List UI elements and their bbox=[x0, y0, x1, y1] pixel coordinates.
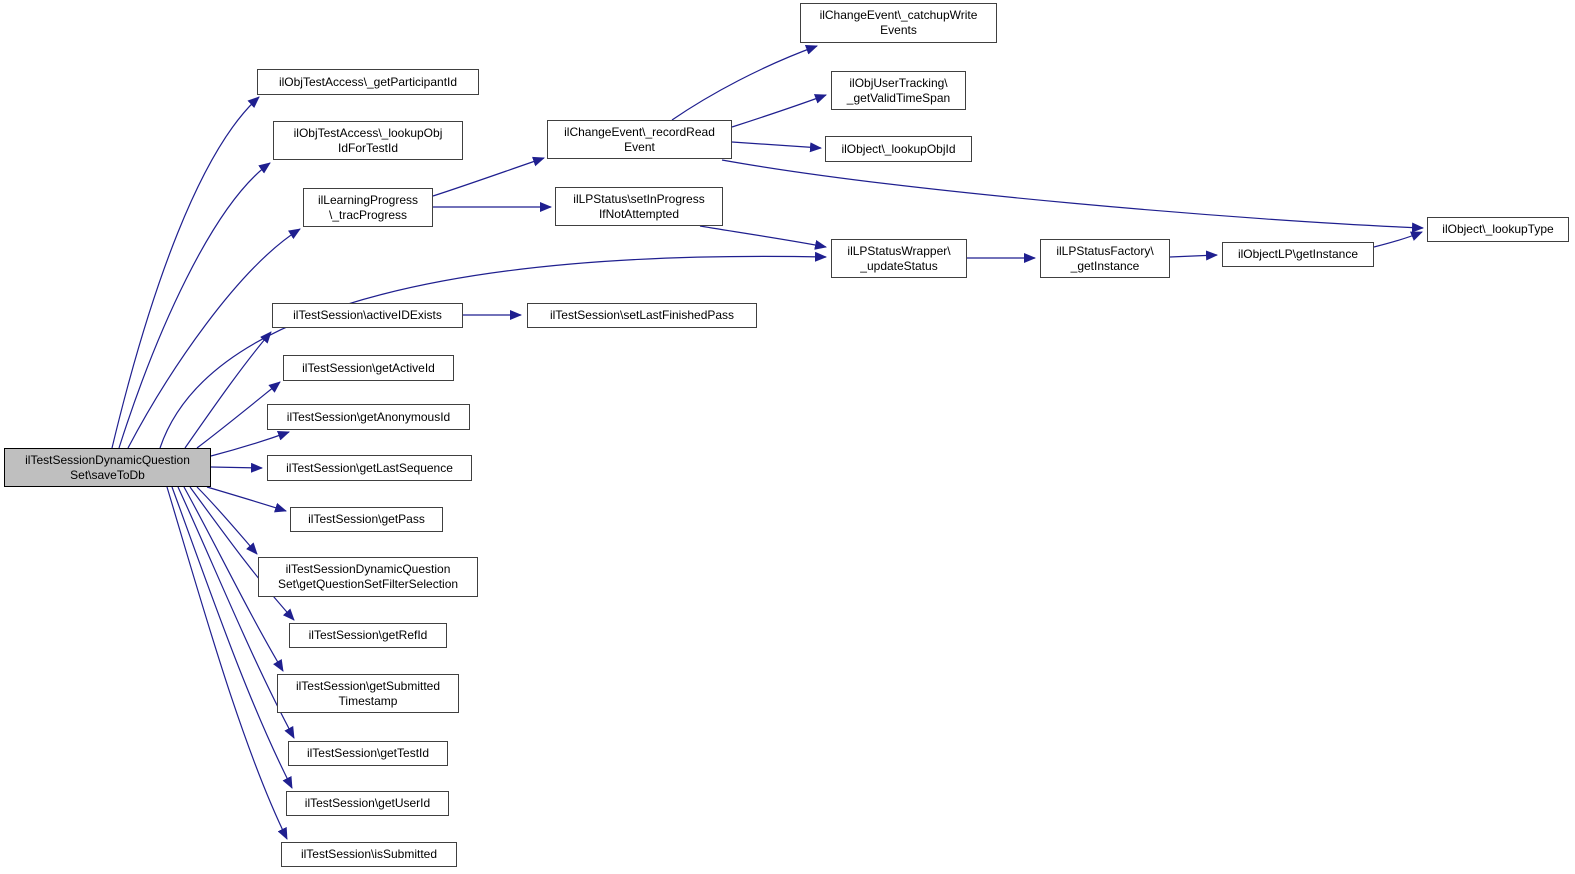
graph-node-updateStatus[interactable] bbox=[831, 239, 967, 278]
graph-node-label: Timestamp bbox=[338, 693, 398, 708]
call-edge-tracProgress-to-recordReadEvent bbox=[433, 158, 544, 196]
graph-node-label: Set\saveToDb bbox=[70, 467, 145, 482]
graph-node-label: ilObjUserTracking\ bbox=[849, 75, 948, 90]
graph-node-label: ilTestSession\getActiveId bbox=[302, 360, 435, 375]
graph-node-label: Event bbox=[624, 139, 655, 154]
graph-node-label: ilTestSession\activeIDExists bbox=[293, 308, 442, 322]
graph-node-label: ilTestSession\getLastSequence bbox=[286, 460, 453, 475]
graph-node-objectLpGetInstance[interactable] bbox=[1222, 242, 1374, 267]
call-edge-saveToDb-to-getLastSequence bbox=[211, 467, 262, 468]
call-edge-saveToDb-to-getAnonymousId bbox=[211, 432, 289, 456]
call-edge-recordReadEvent-to-lookupObjId bbox=[732, 142, 821, 148]
graph-node-saveToDb bbox=[4, 448, 211, 487]
graph-node-label: ilTestSessionDynamicQuestion bbox=[25, 452, 190, 467]
call-edge-lpStatusFactoryGetInstance-to-objectLpGetInstance bbox=[1170, 255, 1217, 257]
graph-node-label: ilChangeEvent\_recordRead bbox=[564, 124, 715, 139]
graph-node-label: ilLearningProgress bbox=[317, 192, 419, 207]
graph-node-label: \_tracProgress bbox=[328, 207, 408, 222]
graph-node-label: ilObject\_lookupType bbox=[1442, 222, 1554, 236]
graph-node-recordReadEvent[interactable] bbox=[547, 120, 732, 159]
graph-node-label: ilTestSession\getUserId bbox=[304, 796, 431, 810]
graph-node-setInProgressIfNotAttempted[interactable] bbox=[555, 187, 723, 226]
call-edge-saveToDb-to-activeIDExists bbox=[185, 332, 271, 448]
graph-node-label: ilObjTestAccess\_lookupObj bbox=[293, 125, 443, 140]
graph-node-getUserId[interactable] bbox=[286, 791, 449, 816]
graph-node-label: ilChangeEvent\_catchupWrite bbox=[819, 8, 978, 22]
graph-node-label: _getInstance bbox=[1070, 258, 1140, 273]
graph-node-label: ilObject\_lookupObjId bbox=[841, 141, 956, 156]
call-edge-saveToDb-to-lookupObjIdForTestId bbox=[119, 163, 270, 448]
graph-node-getParticipantId[interactable] bbox=[257, 69, 479, 95]
graph-node-label: ilTestSession\setLastFinishedPass bbox=[549, 308, 735, 322]
graph-node-isSubmitted[interactable] bbox=[281, 842, 457, 867]
graph-node-label: ilLPStatus\setInProgress bbox=[573, 191, 705, 206]
graph-node-label: _getValidTimeSpan bbox=[846, 90, 951, 105]
graph-node-getQuestionSetFilterSelection[interactable] bbox=[258, 557, 478, 597]
call-edge-recordReadEvent-to-lookupType bbox=[722, 160, 1423, 228]
graph-node-getValidTimeSpan[interactable] bbox=[831, 71, 966, 110]
graph-node-getActiveId[interactable] bbox=[283, 355, 454, 381]
call-edge-saveToDb-to-updateStatus bbox=[160, 256, 826, 448]
graph-node-getPass[interactable] bbox=[290, 507, 443, 532]
graph-node-label: IdForTestId bbox=[337, 140, 399, 155]
call-edge-recordReadEvent-to-getValidTimeSpan bbox=[732, 95, 826, 127]
graph-node-label: IfNotAttempted bbox=[598, 206, 680, 221]
call-edge-setInProgressIfNotAttempted-to-updateStatus bbox=[700, 226, 826, 247]
graph-node-getRefId[interactable] bbox=[289, 623, 447, 648]
graph-node-catchupWriteEvents[interactable] bbox=[800, 3, 997, 43]
graph-node-getLastSequence[interactable] bbox=[267, 455, 472, 481]
graph-node-label: ilTestSession\getRefId bbox=[308, 628, 428, 642]
graph-node-activeIDExists[interactable] bbox=[272, 303, 463, 328]
call-edge-recordReadEvent-to-catchupWriteEvents bbox=[672, 46, 817, 120]
call-edge-objectLpGetInstance-to-lookupType bbox=[1374, 232, 1422, 247]
call-edge-saveToDb-to-getUserId bbox=[172, 487, 292, 788]
graph-node-label: ilLPStatusFactory\ bbox=[1056, 243, 1154, 258]
graph-node-tracProgress[interactable] bbox=[303, 188, 433, 227]
graph-node-label: ilTestSession\getAnonymousId bbox=[286, 409, 451, 424]
call-edge-saveToDb-to-getRefId bbox=[190, 487, 294, 620]
graph-node-label: ilLPStatusWrapper\ bbox=[847, 243, 951, 258]
graph-node-getSubmittedTimestamp[interactable] bbox=[277, 674, 459, 713]
graph-node-label: _updateStatus bbox=[860, 258, 938, 273]
graph-node-label: ilObjTestAccess\_getParticipantId bbox=[278, 74, 458, 89]
graph-node-lookupType[interactable] bbox=[1427, 217, 1569, 242]
graph-node-label: ilTestSession\getSubmitted bbox=[295, 678, 441, 693]
graph-node-lookupObjId[interactable] bbox=[825, 136, 972, 162]
graph-node-label: ilTestSessionDynamicQuestion bbox=[285, 562, 451, 576]
graph-node-lpStatusFactoryGetInstance[interactable] bbox=[1040, 239, 1170, 278]
graph-node-label: Events bbox=[880, 23, 917, 37]
call-edge-saveToDb-to-isSubmitted bbox=[167, 487, 287, 839]
graph-node-setLastFinishedPass[interactable] bbox=[527, 303, 757, 328]
graph-node-label: ilTestSession\getPass bbox=[308, 512, 425, 526]
graph-node-label: ilObjectLP\getInstance bbox=[1237, 247, 1359, 261]
call-edge-saveToDb-to-getParticipantId bbox=[112, 97, 259, 448]
call-edge-saveToDb-to-getQuestionSetFilterSelection bbox=[197, 487, 257, 554]
graph-node-label: ilTestSession\getTestId bbox=[306, 746, 430, 760]
graph-node-label: Set\getQuestionSetFilterSelection bbox=[277, 577, 459, 591]
graph-node-label: ilTestSession\isSubmitted bbox=[300, 847, 438, 861]
graph-node-lookupObjIdForTestId[interactable] bbox=[273, 121, 463, 160]
graph-node-getTestId[interactable] bbox=[288, 741, 448, 766]
call-edge-saveToDb-to-getPass bbox=[207, 487, 286, 511]
graph-node-getAnonymousId[interactable] bbox=[267, 404, 470, 430]
